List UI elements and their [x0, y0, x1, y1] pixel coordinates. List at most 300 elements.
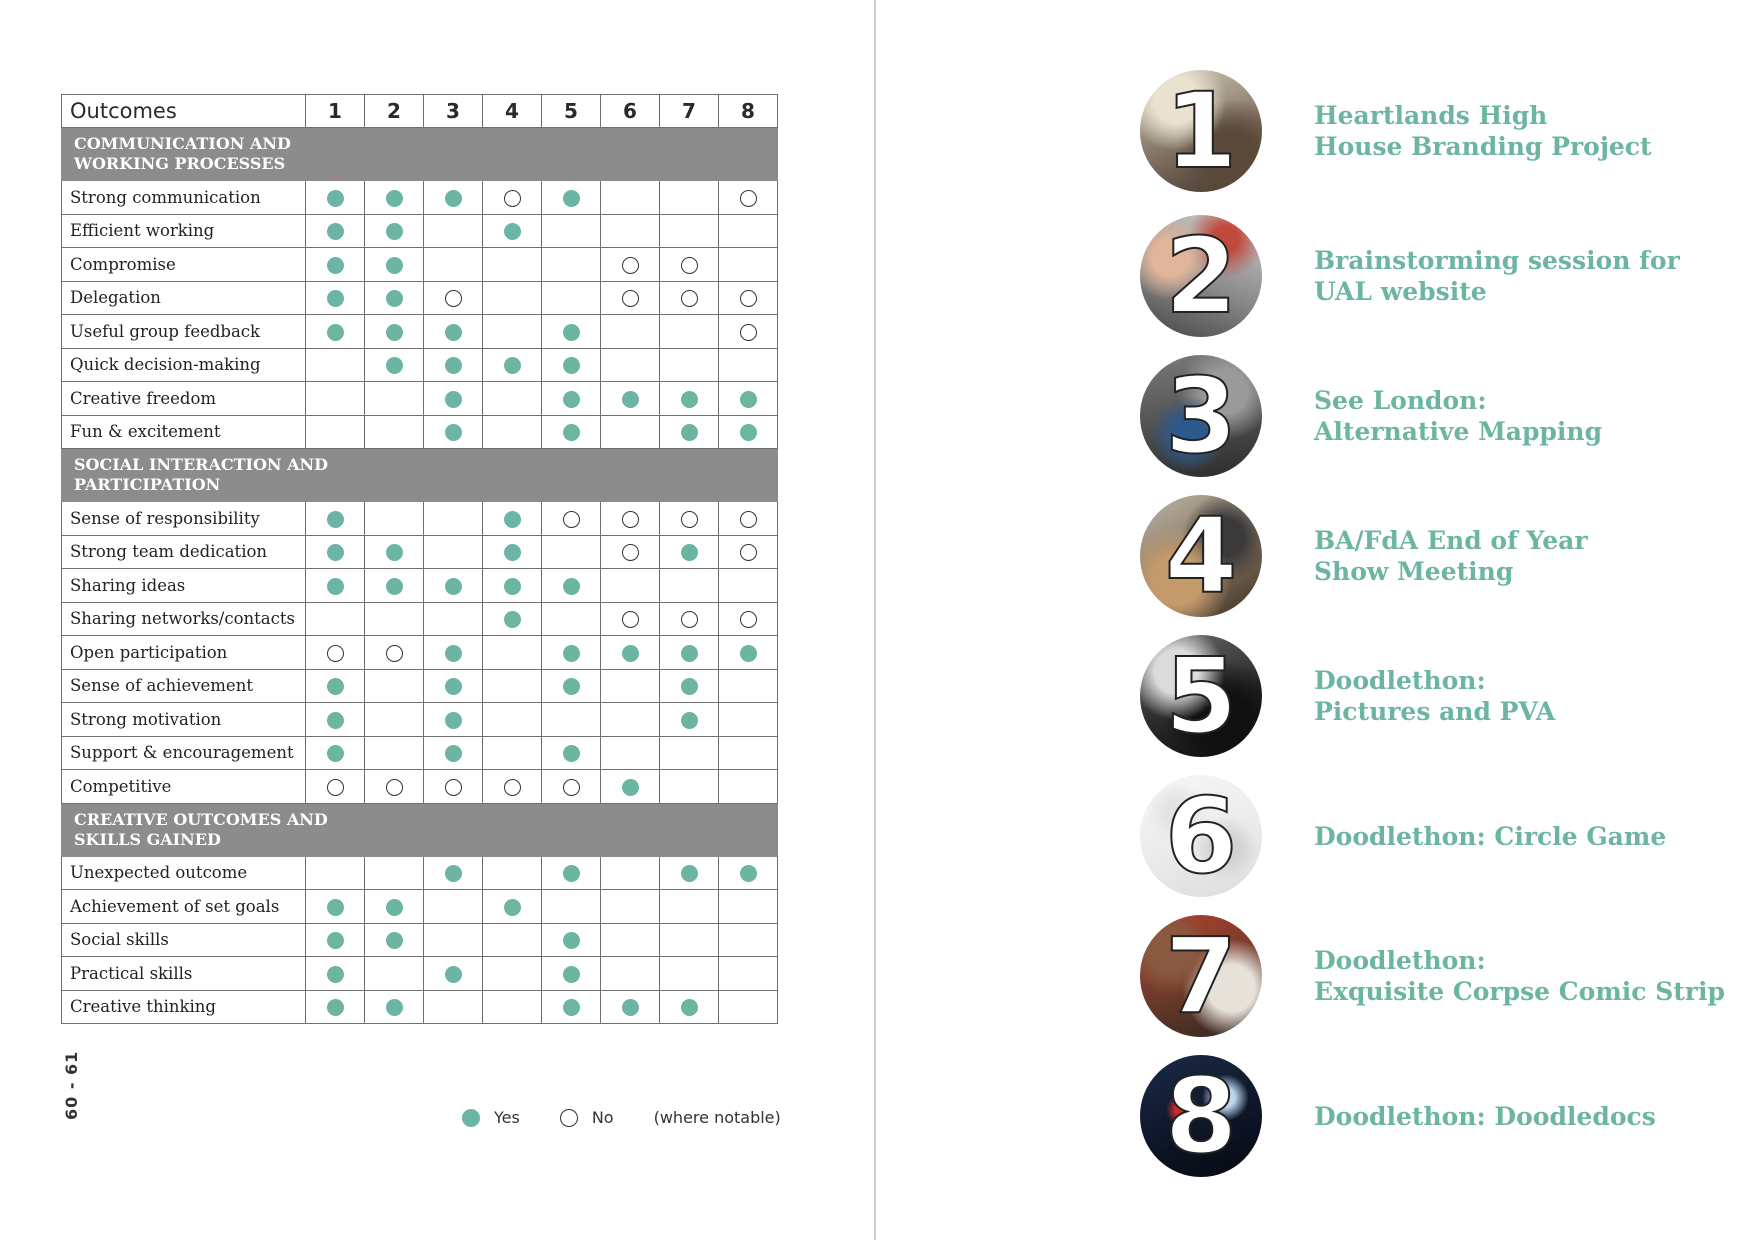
cell-project-6 — [601, 703, 660, 737]
cell-project-4 — [483, 669, 542, 703]
table-row — [62, 636, 778, 670]
cell-project-2 — [365, 348, 424, 382]
yes-dot-icon — [681, 391, 698, 408]
cell-project-1 — [306, 923, 365, 957]
yes-dot-icon — [386, 257, 403, 274]
cell-project-1 — [306, 636, 365, 670]
section-title-line: WORKING PROCESSES — [74, 154, 286, 173]
yes-dot-icon — [740, 391, 757, 408]
row-label: Delegation — [62, 281, 306, 315]
no-dot-icon — [622, 257, 639, 274]
table-row — [62, 248, 778, 282]
cell-project-4 — [483, 990, 542, 1024]
cell-project-8 — [719, 214, 778, 248]
project-title-line: Doodlethon: Circle Game — [1314, 821, 1667, 851]
cell-project-1 — [306, 669, 365, 703]
outcomes-table — [61, 94, 778, 1024]
cell-project-8 — [719, 569, 778, 603]
project-item-1 — [1140, 70, 1700, 192]
cell-project-6 — [601, 181, 660, 215]
yes-dot-icon — [504, 511, 521, 528]
yes-dot-icon — [563, 645, 580, 662]
cell-project-5 — [542, 382, 601, 416]
project-title-line: Doodlethon: Doodledocs — [1314, 1101, 1656, 1131]
no-dot-icon — [740, 324, 757, 341]
project-photo-circle — [1140, 70, 1262, 192]
row-label: Quick decision-making — [62, 348, 306, 382]
cell-project-6 — [601, 602, 660, 636]
table-row — [62, 770, 778, 804]
cell-project-6 — [601, 990, 660, 1024]
cell-project-4 — [483, 415, 542, 449]
cell-project-7 — [660, 569, 719, 603]
cell-project-7 — [660, 990, 719, 1024]
cell-project-5 — [542, 770, 601, 804]
cell-project-3 — [424, 923, 483, 957]
cell-project-5 — [542, 535, 601, 569]
table-row — [62, 281, 778, 315]
cell-project-7 — [660, 703, 719, 737]
cell-project-1 — [306, 214, 365, 248]
cell-project-5 — [542, 856, 601, 890]
cell-project-1 — [306, 770, 365, 804]
project-title — [1314, 525, 1588, 587]
cell-project-7 — [660, 736, 719, 770]
yes-dot-icon — [445, 865, 462, 882]
row-label: Strong motivation — [62, 703, 306, 737]
project-title-line: See London: — [1314, 386, 1487, 415]
cell-project-6 — [601, 923, 660, 957]
cell-project-2 — [365, 770, 424, 804]
cell-project-3 — [424, 248, 483, 282]
cell-project-5 — [542, 181, 601, 215]
cell-project-7 — [660, 770, 719, 804]
row-label: Practical skills — [62, 957, 306, 991]
yes-dot-icon — [445, 712, 462, 729]
yes-dot-icon — [740, 865, 757, 882]
cell-project-7 — [660, 415, 719, 449]
yes-dot-icon — [327, 544, 344, 561]
section-header-row — [62, 449, 778, 502]
cell-project-1 — [306, 348, 365, 382]
cell-project-2 — [365, 281, 424, 315]
yes-dot-icon — [681, 865, 698, 882]
project-item-4 — [1140, 495, 1700, 617]
no-dot-icon — [504, 779, 521, 796]
project-title — [1314, 385, 1602, 447]
yes-dot-icon — [327, 932, 344, 949]
legend-yes-label: Yes — [494, 1108, 520, 1127]
cell-project-2 — [365, 636, 424, 670]
table-row — [62, 957, 778, 991]
row-label: Sharing networks/contacts — [62, 602, 306, 636]
section-title-line: COMMUNICATION AND — [74, 134, 291, 153]
cell-project-1 — [306, 248, 365, 282]
no-dot-icon — [563, 511, 580, 528]
no-dot-icon — [504, 190, 521, 207]
cell-project-7 — [660, 535, 719, 569]
cell-project-2 — [365, 315, 424, 349]
cell-project-8 — [719, 602, 778, 636]
yes-dot-icon — [327, 899, 344, 916]
project-number: 7 — [1164, 915, 1238, 1037]
cell-project-3 — [424, 382, 483, 416]
yes-dot-icon — [327, 999, 344, 1016]
yes-dot-icon — [681, 999, 698, 1016]
yes-dot-icon — [563, 865, 580, 882]
row-label: Strong communication — [62, 181, 306, 215]
cell-project-5 — [542, 636, 601, 670]
yes-dot-icon — [445, 391, 462, 408]
cell-project-1 — [306, 990, 365, 1024]
yes-dot-icon — [327, 257, 344, 274]
row-label: Strong team dedication — [62, 535, 306, 569]
cell-project-2 — [365, 535, 424, 569]
column-header-5: 5 — [542, 95, 601, 128]
table-row — [62, 990, 778, 1024]
row-label: Social skills — [62, 923, 306, 957]
project-item-2 — [1140, 215, 1700, 337]
yes-dot-icon — [504, 578, 521, 595]
section-title — [62, 449, 778, 502]
project-photo-circle — [1140, 355, 1262, 477]
project-item-5 — [1140, 635, 1700, 757]
cell-project-4 — [483, 569, 542, 603]
project-title-line: Pictures and PVA — [1314, 697, 1556, 726]
cell-project-3 — [424, 890, 483, 924]
yes-dot-icon — [327, 712, 344, 729]
no-dot-icon — [740, 544, 757, 561]
yes-dot-icon — [504, 223, 521, 240]
yes-dot-icon — [445, 578, 462, 595]
yes-dot-icon — [504, 357, 521, 374]
cell-project-6 — [601, 415, 660, 449]
yes-dot-icon — [563, 391, 580, 408]
yes-dot-icon — [504, 899, 521, 916]
table-row — [62, 382, 778, 416]
cell-project-2 — [365, 703, 424, 737]
cell-project-5 — [542, 214, 601, 248]
project-title — [1314, 100, 1652, 162]
table-header-row — [62, 95, 778, 128]
cell-project-2 — [365, 736, 424, 770]
yes-dot-icon — [327, 745, 344, 762]
project-item-3 — [1140, 355, 1700, 477]
yes-dot-icon — [622, 779, 639, 796]
cell-project-6 — [601, 382, 660, 416]
cell-project-4 — [483, 602, 542, 636]
yes-dot-icon — [504, 611, 521, 628]
yes-dot-icon — [386, 223, 403, 240]
cell-project-2 — [365, 957, 424, 991]
column-header-4: 4 — [483, 95, 542, 128]
project-title — [1314, 945, 1725, 1007]
cell-project-1 — [306, 535, 365, 569]
yes-dot-icon — [386, 544, 403, 561]
section-title-line: PARTICIPATION — [74, 475, 221, 494]
no-dot-icon — [386, 779, 403, 796]
table-row — [62, 856, 778, 890]
yes-dot-icon — [563, 324, 580, 341]
table-row — [62, 181, 778, 215]
cell-project-8 — [719, 281, 778, 315]
yes-dot-icon — [327, 678, 344, 695]
cell-project-3 — [424, 856, 483, 890]
cell-project-4 — [483, 502, 542, 536]
project-item-8 — [1140, 1055, 1700, 1177]
cell-project-3 — [424, 214, 483, 248]
cell-project-2 — [365, 890, 424, 924]
section-header-row — [62, 128, 778, 181]
cell-project-4 — [483, 636, 542, 670]
row-label: Achievement of set goals — [62, 890, 306, 924]
cell-project-1 — [306, 502, 365, 536]
cell-project-6 — [601, 957, 660, 991]
cell-project-7 — [660, 923, 719, 957]
cell-project-5 — [542, 990, 601, 1024]
cell-project-4 — [483, 703, 542, 737]
cell-project-5 — [542, 669, 601, 703]
cell-project-3 — [424, 315, 483, 349]
no-dot-icon — [622, 511, 639, 528]
cell-project-8 — [719, 535, 778, 569]
cell-project-5 — [542, 281, 601, 315]
no-dot-icon — [327, 779, 344, 796]
row-label: Compromise — [62, 248, 306, 282]
cell-project-6 — [601, 281, 660, 315]
section-title — [62, 128, 778, 181]
yes-dot-icon — [563, 966, 580, 983]
cell-project-7 — [660, 890, 719, 924]
legend-no-label: No — [591, 1108, 614, 1127]
row-label: Efficient working — [62, 214, 306, 248]
cell-project-6 — [601, 569, 660, 603]
row-label: Unexpected outcome — [62, 856, 306, 890]
cell-project-2 — [365, 569, 424, 603]
cell-project-2 — [365, 990, 424, 1024]
no-dot-icon — [327, 645, 344, 662]
project-photo-circle — [1140, 495, 1262, 617]
project-title-line: Doodlethon: — [1314, 666, 1486, 695]
yes-dot-icon — [681, 424, 698, 441]
project-title-line: House Branding Project — [1314, 132, 1652, 161]
project-photo-circle — [1140, 215, 1262, 337]
project-title-line: Doodlethon: — [1314, 946, 1486, 975]
project-title-line: Exquisite Corpse Comic Strip — [1314, 977, 1725, 1006]
cell-project-5 — [542, 890, 601, 924]
cell-project-8 — [719, 181, 778, 215]
row-label: Creative thinking — [62, 990, 306, 1024]
table-row — [62, 736, 778, 770]
cell-project-6 — [601, 669, 660, 703]
section-title-line: CREATIVE OUTCOMES AND — [74, 809, 328, 829]
cell-project-1 — [306, 569, 365, 603]
cell-project-2 — [365, 415, 424, 449]
table-row — [62, 348, 778, 382]
cell-project-2 — [365, 923, 424, 957]
cell-project-8 — [719, 415, 778, 449]
cell-project-2 — [365, 856, 424, 890]
cell-project-6 — [601, 890, 660, 924]
yes-dot-icon — [445, 645, 462, 662]
no-dot-icon — [445, 290, 462, 307]
yes-dot-icon — [445, 324, 462, 341]
cell-project-7 — [660, 636, 719, 670]
yes-dot-icon — [386, 899, 403, 916]
cell-project-4 — [483, 348, 542, 382]
project-item-6 — [1140, 775, 1700, 897]
cell-project-1 — [306, 315, 365, 349]
row-label: Useful group feedback — [62, 315, 306, 349]
legend — [462, 1108, 781, 1127]
yes-dot-icon — [563, 999, 580, 1016]
project-number: 5 — [1164, 635, 1238, 757]
cell-project-8 — [719, 248, 778, 282]
cell-project-8 — [719, 703, 778, 737]
cell-project-3 — [424, 348, 483, 382]
cell-project-8 — [719, 502, 778, 536]
project-title-line: BA/FdA End of Year — [1314, 526, 1588, 555]
cell-project-1 — [306, 181, 365, 215]
yes-dot-icon — [327, 511, 344, 528]
cell-project-7 — [660, 957, 719, 991]
table-row — [62, 890, 778, 924]
yes-dot-icon — [681, 544, 698, 561]
cell-project-5 — [542, 569, 601, 603]
cell-project-6 — [601, 535, 660, 569]
cell-project-4 — [483, 248, 542, 282]
cell-project-3 — [424, 770, 483, 804]
column-header-1: 1 — [306, 95, 365, 128]
yes-dot-icon — [386, 190, 403, 207]
cell-project-5 — [542, 736, 601, 770]
cell-project-4 — [483, 736, 542, 770]
cell-project-6 — [601, 636, 660, 670]
column-header-3: 3 — [424, 95, 483, 128]
table-row — [62, 602, 778, 636]
cell-project-5 — [542, 923, 601, 957]
project-number: 8 — [1164, 1055, 1238, 1177]
yes-dot-icon — [386, 932, 403, 949]
cell-project-7 — [660, 181, 719, 215]
project-number: 3 — [1164, 355, 1238, 477]
cell-project-5 — [542, 703, 601, 737]
yes-dot-icon — [622, 645, 639, 662]
cell-project-3 — [424, 569, 483, 603]
column-header-7: 7 — [660, 95, 719, 128]
row-label: Sense of responsibility — [62, 502, 306, 536]
cell-project-8 — [719, 315, 778, 349]
no-dot-icon — [740, 511, 757, 528]
yes-dot-icon — [327, 966, 344, 983]
project-photo-circle — [1140, 1055, 1262, 1177]
project-title — [1314, 665, 1555, 727]
cell-project-2 — [365, 502, 424, 536]
cell-project-3 — [424, 502, 483, 536]
cell-project-8 — [719, 636, 778, 670]
cell-project-5 — [542, 415, 601, 449]
no-dot-icon — [445, 779, 462, 796]
cell-project-3 — [424, 281, 483, 315]
cell-project-5 — [542, 502, 601, 536]
table-row — [62, 703, 778, 737]
cell-project-8 — [719, 770, 778, 804]
section-title-line: SOCIAL INTERACTION AND — [74, 455, 329, 474]
project-title — [1314, 821, 1666, 852]
cell-project-2 — [365, 181, 424, 215]
project-title-line: Brainstorming session for — [1314, 246, 1680, 275]
cell-project-5 — [542, 248, 601, 282]
legend-no — [560, 1108, 614, 1127]
cell-project-7 — [660, 502, 719, 536]
project-number: 1 — [1164, 70, 1238, 192]
cell-project-4 — [483, 281, 542, 315]
cell-project-6 — [601, 315, 660, 349]
yes-dot-icon — [563, 932, 580, 949]
yes-dot-icon — [386, 999, 403, 1016]
project-photo-circle — [1140, 775, 1262, 897]
cell-project-3 — [424, 669, 483, 703]
project-title-line: Heartlands High — [1314, 101, 1548, 130]
cell-project-3 — [424, 181, 483, 215]
cell-project-6 — [601, 348, 660, 382]
project-title-line: Alternative Mapping — [1314, 417, 1603, 446]
yes-dot-icon — [327, 578, 344, 595]
no-dot-icon — [386, 645, 403, 662]
no-dot-icon — [740, 611, 757, 628]
project-title — [1314, 1101, 1656, 1132]
cell-project-7 — [660, 669, 719, 703]
section-header-row — [62, 803, 778, 856]
yes-dot-icon — [386, 578, 403, 595]
cell-project-3 — [424, 415, 483, 449]
yes-dot-icon — [740, 645, 757, 662]
cell-project-4 — [483, 923, 542, 957]
section-title-line: SKILLS GAINED — [74, 829, 221, 849]
cell-project-7 — [660, 248, 719, 282]
no-dot-icon — [681, 257, 698, 274]
yes-dot-icon — [327, 190, 344, 207]
yes-dot-icon — [622, 999, 639, 1016]
project-item-7 — [1140, 915, 1725, 1037]
no-dot-icon — [740, 190, 757, 207]
project-title-line: Show Meeting — [1314, 557, 1514, 586]
yes-dot-icon — [681, 645, 698, 662]
cell-project-8 — [719, 890, 778, 924]
project-number: 6 — [1164, 775, 1238, 897]
no-dot-icon — [681, 290, 698, 307]
row-label: Sharing ideas — [62, 569, 306, 603]
cell-project-1 — [306, 281, 365, 315]
cell-project-1 — [306, 382, 365, 416]
cell-project-4 — [483, 214, 542, 248]
table-row — [62, 923, 778, 957]
row-label: Support & encouragement — [62, 736, 306, 770]
cell-project-4 — [483, 770, 542, 804]
yes-dot-icon — [445, 678, 462, 695]
cell-project-4 — [483, 856, 542, 890]
cell-project-2 — [365, 248, 424, 282]
yes-dot-icon — [386, 324, 403, 341]
cell-project-7 — [660, 602, 719, 636]
yes-dot-icon — [563, 190, 580, 207]
cell-project-3 — [424, 736, 483, 770]
yes-dot-icon — [386, 357, 403, 374]
cell-project-8 — [719, 669, 778, 703]
cell-project-7 — [660, 214, 719, 248]
yes-dot-icon — [563, 678, 580, 695]
project-title — [1314, 245, 1680, 307]
